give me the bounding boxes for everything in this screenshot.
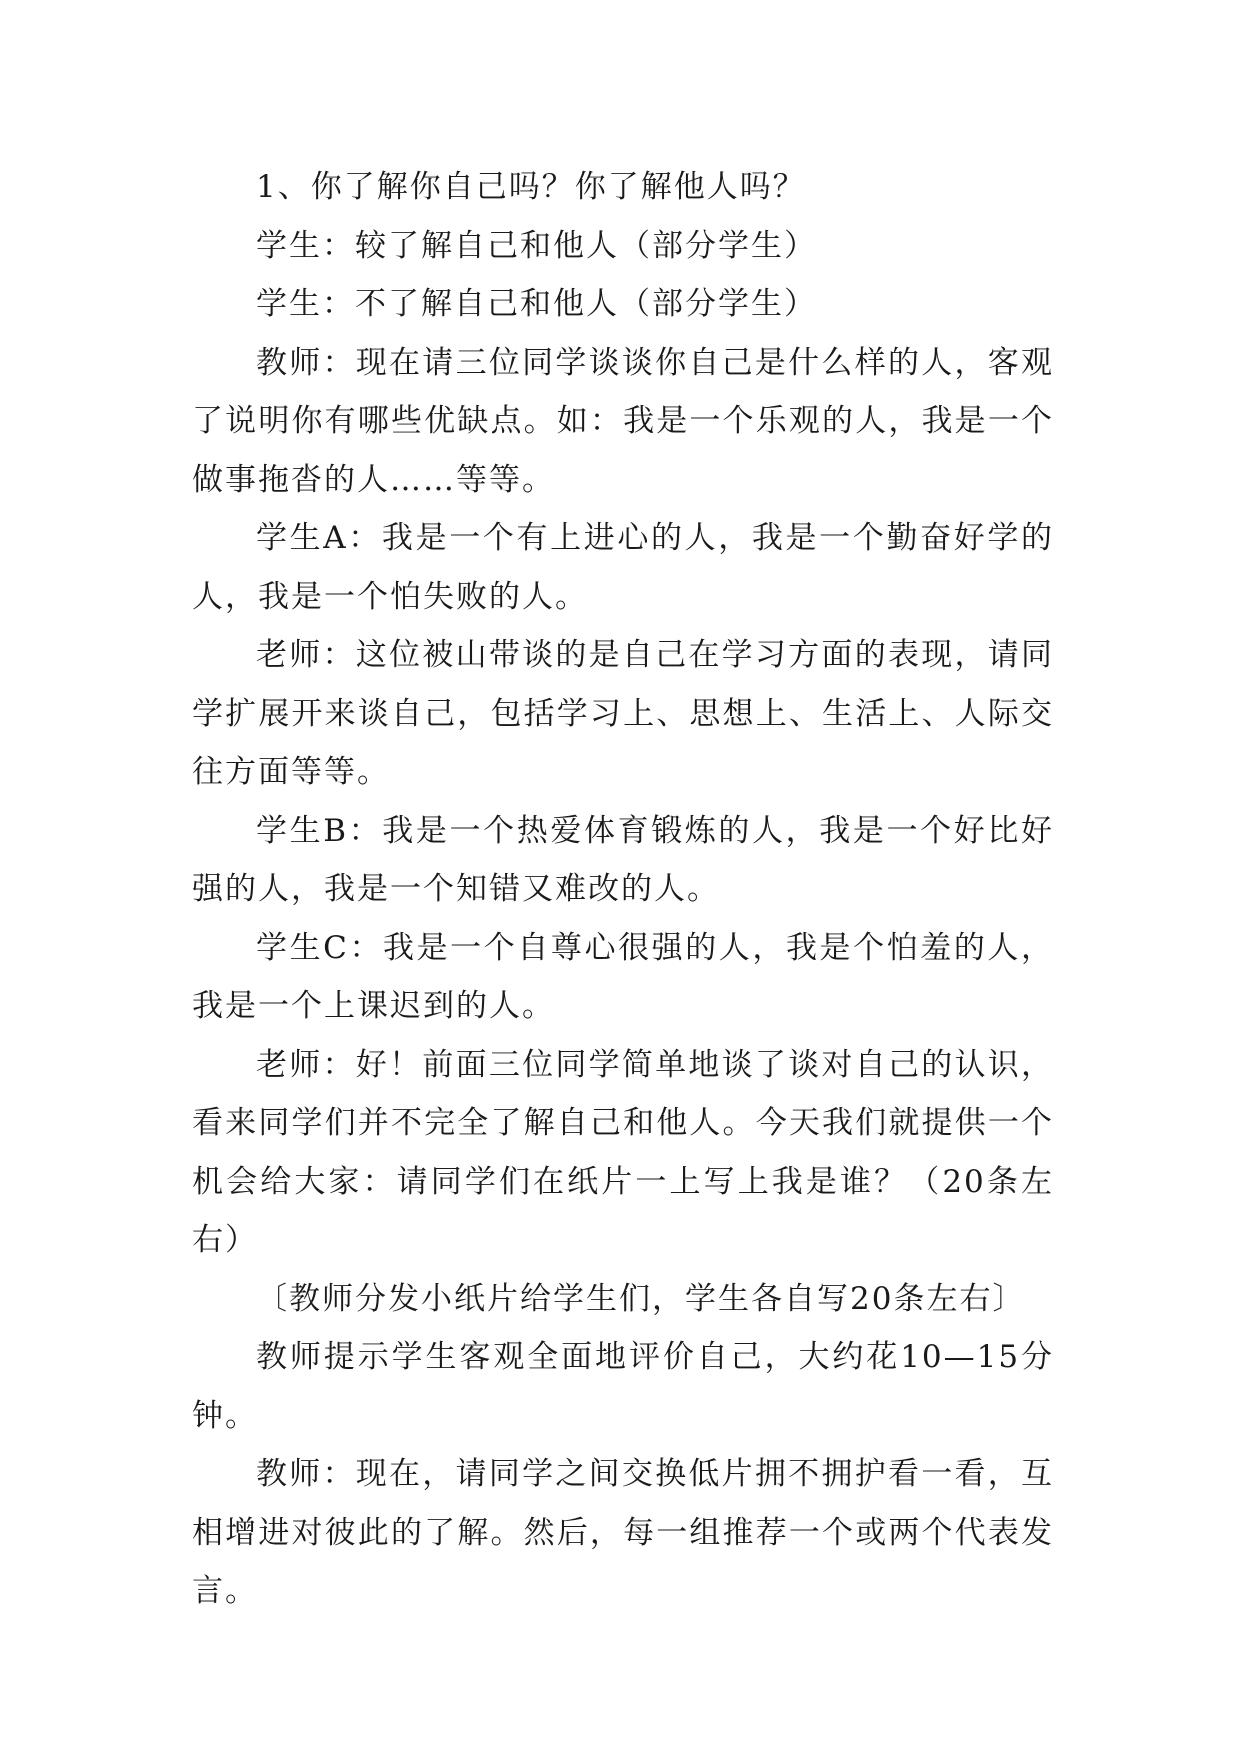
paragraph-teacher-comment: 老师：这位被山带谈的是自己在学习方面的表现，请同学扩展开来谈自己，包括学习上、思想上、生活上、人际交往方面等等。 [192,637,1054,790]
paragraph-teacher-summary: 老师：好！前面三位同学简单地谈了谈对自己的认识，看来同学们并不完全了解自己和他人。今天我们就提供一个机会给大家：请同学们在纸片一上写上我是谁？（20条左右） [192,1046,1054,1258]
paragraph-student-a: 学生A：我是一个有上进心的人，我是一个勤奋好学的人，我是一个怕失败的人。 [192,520,1054,615]
paragraph-student-c: 学生C：我是一个自尊心很强的人，我是个怕羞的人，我是一个上课迟到的人。 [192,929,1054,1024]
paragraph-teacher-exchange: 教师：现在，请同学之间交换低片拥不拥护看一看，互相增进对彼此的了解。然后，每一组推荐一个或两个代表发言。 [192,1456,1054,1609]
document-body [192,158,1054,1621]
paragraph-student-b: 学生B：我是一个热爱体育锻炼的人，我是一个好比好强的人，我是一个知错又难改的人。 [192,812,1054,907]
paragraph-student-answer-2: 学生：不了解自己和他人（部分学生） [256,286,817,322]
paragraph-teacher-prompt: 教师：现在请三位同学谈谈你自己是什么样的人，客观了说明你有哪些优缺点。如：我是一个乐观的人，我是一个做事拖沓的人……等等。 [192,344,1054,498]
paragraph-student-answer-1: 学生：较了解自己和他人（部分学生） [256,227,817,264]
paragraph-question: 1、你了解你自己吗？你了解他人吗？ [256,169,806,205]
paragraph-teacher-hint: 教师提示学生客观全面地评价自己，大约花10—15分钟。 [192,1339,1054,1434]
paragraph-instruction-note: 〔教师分发小纸片给学生们，学生各自写20条左右〕 [256,1280,1026,1317]
